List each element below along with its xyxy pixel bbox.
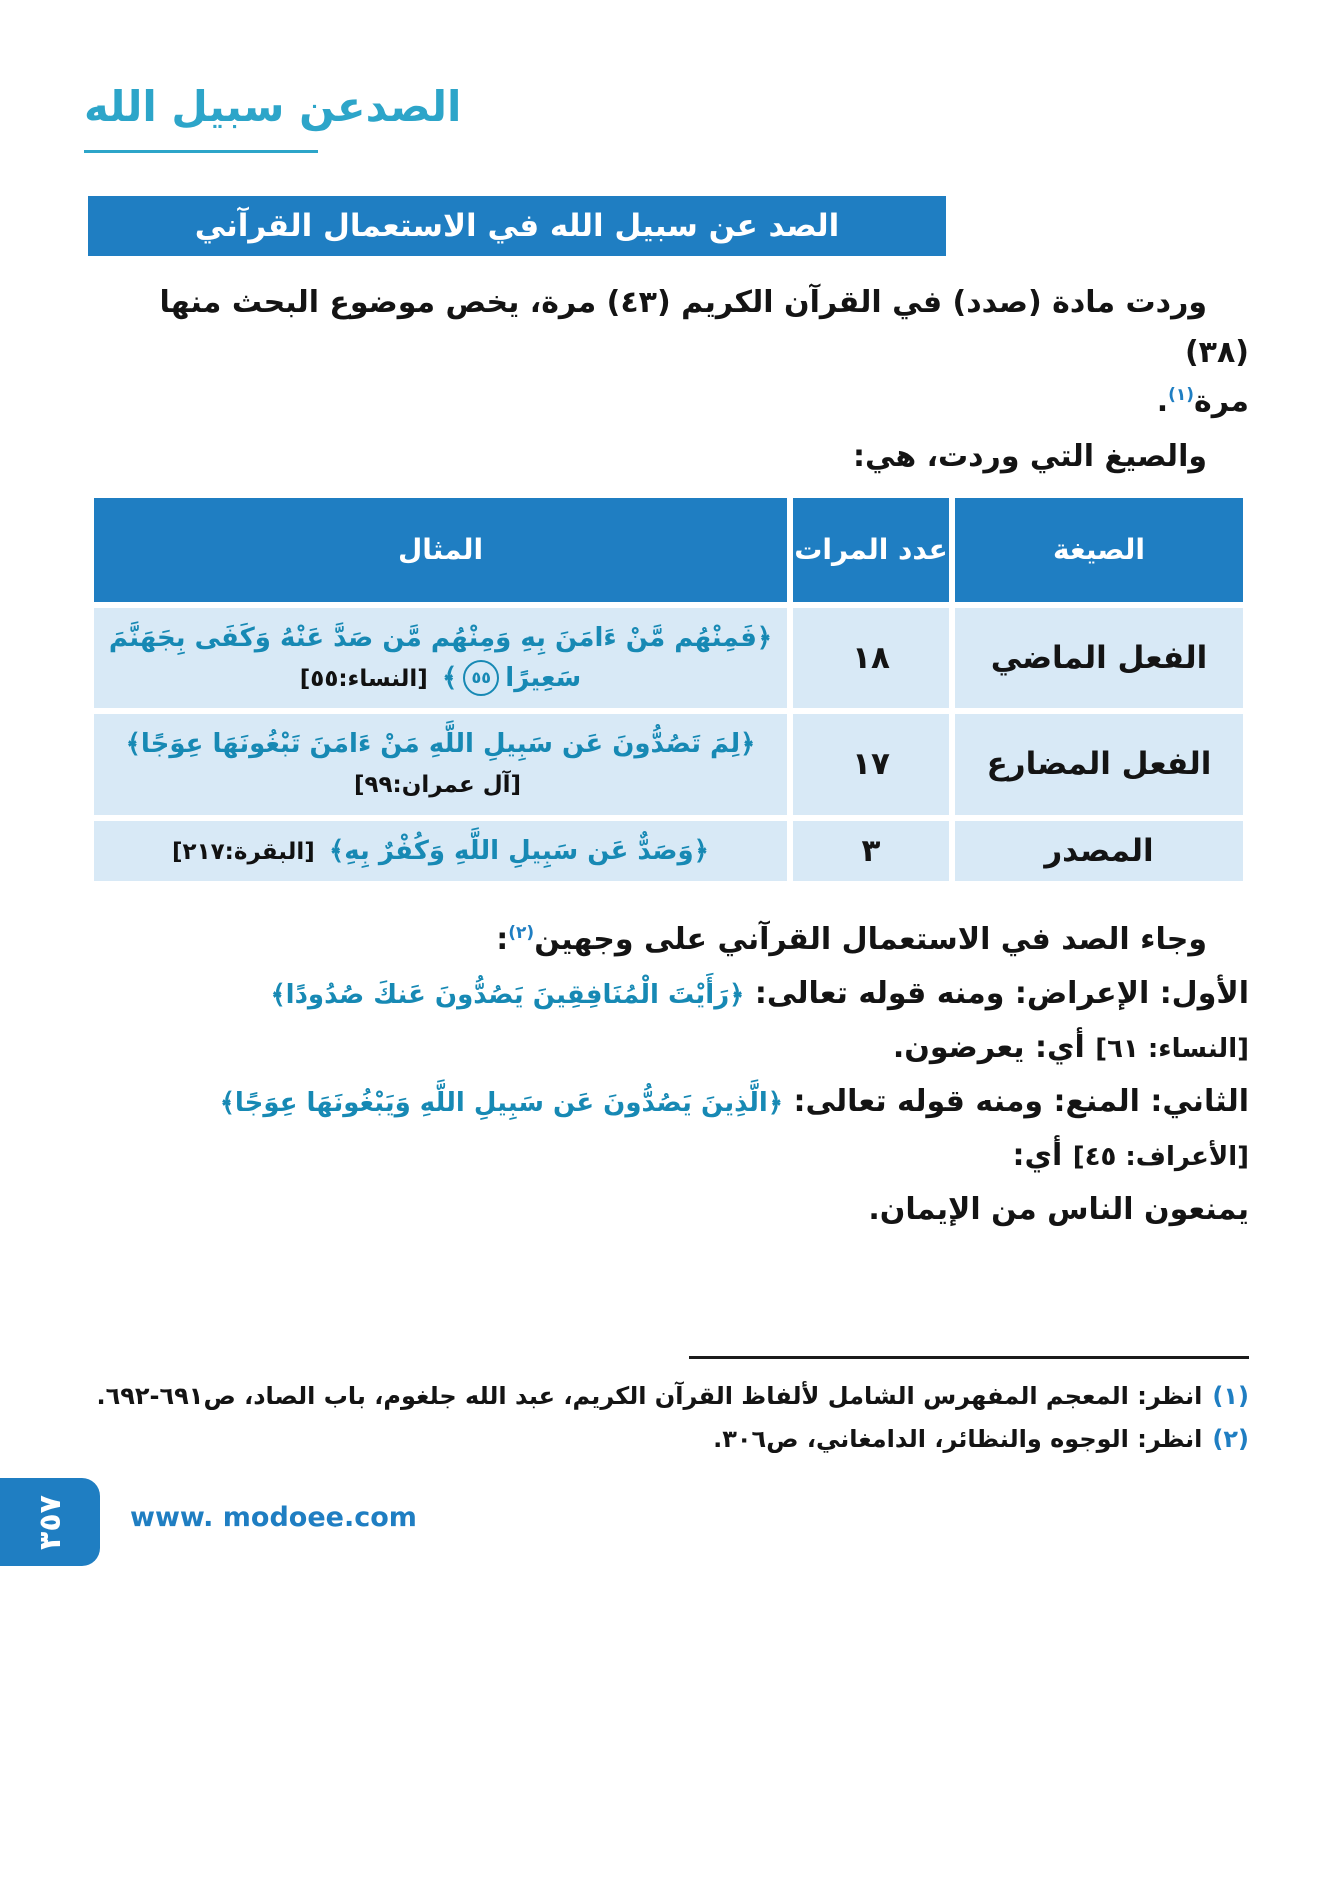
- usage-first-label: الأول: الإعراض: ومنه قوله تعالى:: [744, 975, 1249, 1011]
- quran-verse: ﴿وَصَدٌّ عَن سَبِيلِ اللَّهِ وَكُفْرٌ بِهِ﴾: [329, 835, 709, 866]
- running-header-calligraphy: الصدعن سبيل الله: [84, 82, 462, 131]
- verse-reference: [الأعراف: ٤٥]: [1072, 1141, 1249, 1172]
- usage-second-label: الثاني: المنع: ومنه قوله تعالى:: [783, 1083, 1249, 1119]
- forms-table: [88, 492, 1249, 887]
- footnote-text: انظر: المعجم المفهرس الشامل لألفاظ القرآن الكريم، عبد الله جلغوم، باب الصاد، ص٦٩١-٦٩٢.: [96, 1382, 1203, 1410]
- quran-verse: ﴿لِمَ تَصُدُّونَ عَن سَبِيلِ اللَّهِ مَنْ ءَامَنَ تَبْغُونَهَا عِوَجًا﴾: [125, 729, 756, 760]
- usage-lead-text: وجاء الصد في الاستعمال القرآني على وجهين: [534, 921, 1207, 957]
- usage-second-gloss-lead: أي:: [1012, 1137, 1073, 1173]
- table-row: [94, 714, 1243, 815]
- header-form: الصيغة: [955, 498, 1243, 602]
- quran-verse: ﴿رَأَيْتَ الْمُنَافِقِينَ يَصُدُّونَ عَنكَ صُدُودًا﴾: [270, 979, 745, 1010]
- header-example: المثال: [94, 498, 787, 602]
- usage-first-gloss: أي: يعرضون.: [892, 1029, 1096, 1065]
- table-row: [94, 821, 1243, 881]
- usage-second-gloss: يمنعون الناس من الإيمان.: [868, 1191, 1249, 1227]
- quran-verse: ﴿الَّذِينَ يَصُدُّونَ عَن سَبِيلِ اللَّهِ وَيَبْغُونَهَا عِوَجًا﴾: [219, 1087, 784, 1118]
- intro-line-1: وردت مادة (صدد) في القرآن الكريم (٤٣) مرة، يخص موضوع البحث منها (٣٨): [159, 285, 1249, 370]
- intro-line-2: مرة: [1194, 384, 1249, 419]
- verse-reference: [آل عمران:٩٩]: [353, 772, 522, 799]
- form-count: ١٧: [793, 714, 949, 815]
- footnote: [88, 1418, 1249, 1461]
- footnote-marker: (١): [1212, 1382, 1249, 1410]
- website-link[interactable]: www. modoee.com: [130, 1502, 417, 1533]
- table-row: [94, 608, 1243, 709]
- footnote-text: انظر: الوجوه والنظائر، الدامغاني، ص٣٠٦.: [713, 1425, 1203, 1454]
- footnotes-area: [88, 1356, 1249, 1461]
- usage-lead: [88, 913, 1249, 967]
- verse-reference: [البقرة:٢١٧]: [172, 838, 315, 865]
- page-content: [88, 196, 1249, 1237]
- form-count: ٣: [793, 821, 949, 881]
- footnote-separator: [689, 1356, 1249, 1359]
- page-number-tab: [0, 1478, 100, 1566]
- ayah-number-ornament: ٥٥: [463, 660, 499, 696]
- form-example: [94, 821, 787, 881]
- usage-lead-colon: :: [496, 921, 509, 957]
- verse-reference: [النساء: ٦١]: [1095, 1033, 1249, 1064]
- usage-first-meaning: [88, 967, 1249, 1075]
- usage-second-meaning: [88, 1075, 1249, 1237]
- quran-verse: ﴿فَمِنْهُم مَّنْ ءَامَنَ بِهِ وَمِنْهُم مَّن صَدَّ عَنْهُ وَكَفَى بِجَهَنَّمَ سَعِيرًا: [108, 622, 773, 693]
- verse-reference: [النساء:٥٥]: [299, 665, 428, 692]
- intro-paragraph: [88, 278, 1249, 427]
- footnote: [88, 1375, 1249, 1418]
- form-example: [94, 608, 787, 709]
- intro-period: .: [1156, 384, 1169, 419]
- footnote-ref-1: (١): [1168, 385, 1195, 405]
- form-name: الفعل المضارع: [955, 714, 1243, 815]
- section-title-bar: [88, 196, 946, 256]
- forms-lead-line: والصيغ التي وردت، هي:: [853, 438, 1207, 474]
- usage-section: [88, 913, 1249, 1237]
- footnote-marker: (٢): [1212, 1425, 1249, 1454]
- form-count: ١٨: [793, 608, 949, 709]
- section-title: الصد عن سبيل الله في الاستعمال القرآني: [194, 208, 840, 244]
- footnote-ref-2: (٢): [508, 922, 535, 943]
- page-number: ٣٥٧: [32, 1494, 68, 1550]
- form-name: المصدر: [955, 821, 1243, 881]
- running-header-underline: [84, 150, 318, 153]
- form-name: الفعل الماضي: [955, 608, 1243, 709]
- form-example: [94, 714, 787, 815]
- table-header-row: [94, 498, 1243, 602]
- quran-verse-close-bracket: ﴾: [442, 662, 458, 693]
- header-count: عدد المرات: [793, 498, 949, 602]
